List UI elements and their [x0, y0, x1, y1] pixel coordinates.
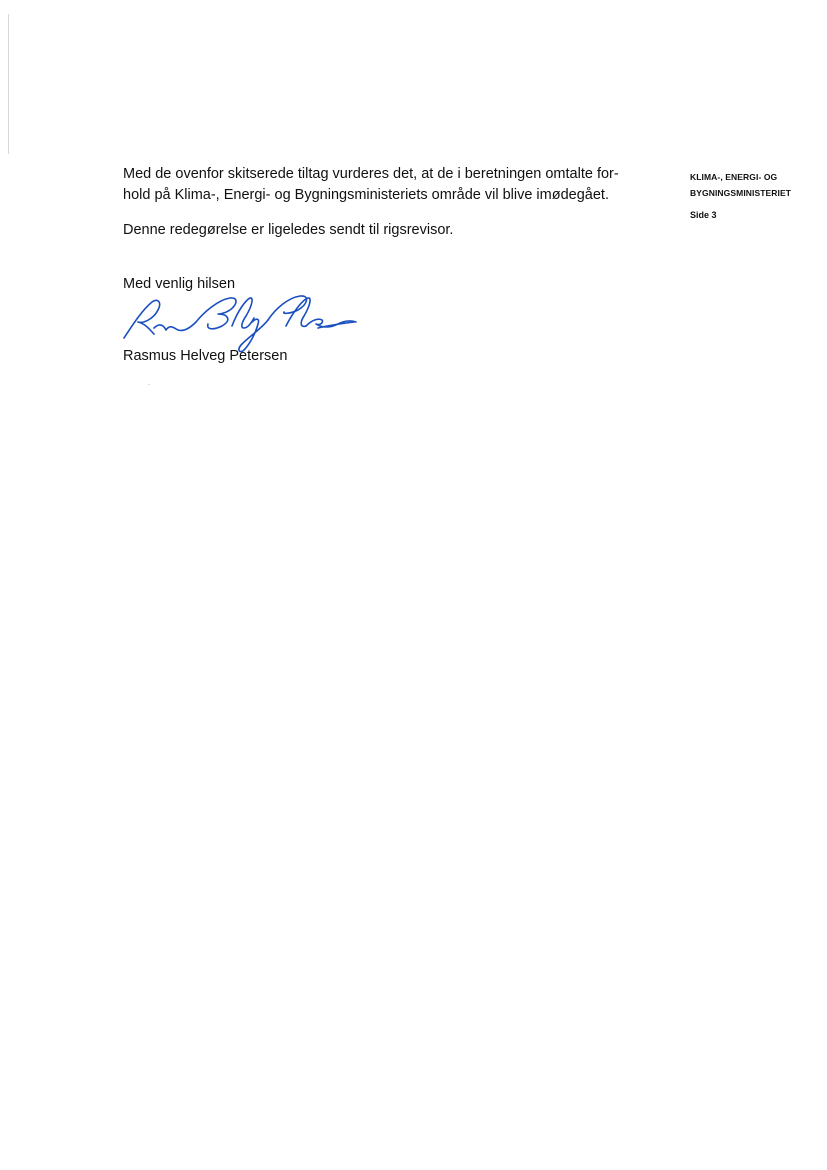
ministry-name-line-1: KLIMA-, ENERGI- OG — [690, 172, 778, 182]
ministry-name-line-2: BYGNINGSMINISTERIET — [690, 188, 792, 198]
body-paragraph-2: Denne redegørelse er ligeledes sendt til rigsrevisor. — [123, 222, 454, 238]
scan-edge-line — [8, 14, 9, 154]
signatory-name: Rasmus Helveg Petersen — [123, 348, 288, 364]
ministry-sidebar — [690, 169, 820, 201]
closing-text: Med venlig hilsen — [123, 276, 236, 292]
scan-speck — [148, 384, 150, 385]
body-paragraph-1: Med de ovenfor skitserede tiltag vurderes det, at de i beretningen omtalte for-hold på Klima-, Energi- og Bygningsministeriets område vil blive imødegået. — [123, 166, 619, 203]
page-number: Side 3 — [690, 210, 717, 220]
